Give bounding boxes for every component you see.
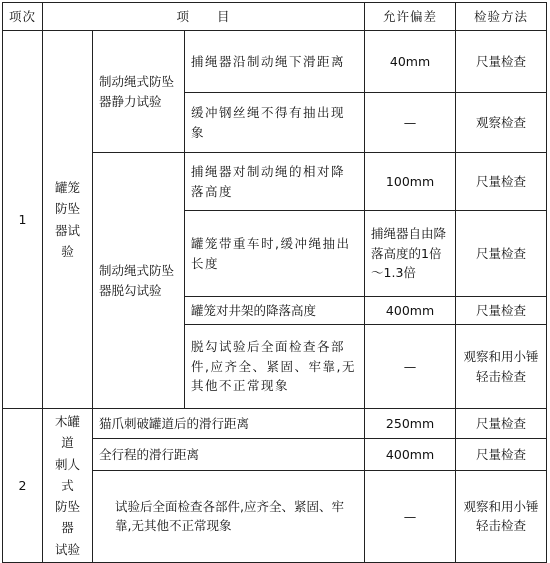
item-cell: 脱勾试验后全面检查各部件,应齐全、紧固、牢靠,无其他不正常现象	[185, 325, 365, 409]
group-name	[43, 409, 93, 563]
group-name-line: 防坠器	[54, 499, 80, 536]
method-cell: 观察检查	[456, 93, 547, 153]
subgroup-name: 制动绳式防坠器静力试验	[93, 31, 185, 153]
method-cell: 尺量检查	[456, 297, 547, 325]
tolerance-cell: 250mm	[365, 409, 456, 439]
table-row	[3, 409, 547, 439]
header-item: 项 目	[43, 3, 365, 31]
tolerance-cell: 100mm	[365, 153, 456, 211]
method-cell: 尺量检查	[456, 31, 547, 93]
tolerance-cell: 捕绳器自由降落高度的1倍～1.3倍	[365, 211, 456, 297]
item-cell: 罐笼对井架的降落高度	[185, 297, 365, 325]
group-name-line: 罐笼	[54, 180, 80, 195]
method-cell: 观察和用小锤轻击检查	[456, 325, 547, 409]
tolerance-cell: —	[365, 93, 456, 153]
group-name-line: 防坠	[54, 201, 80, 217]
method-cell: 尺量检查	[456, 438, 547, 470]
header-method: 检验方法	[456, 3, 547, 31]
table-row	[3, 31, 547, 93]
group-name-line: 验	[61, 243, 74, 259]
item-cell: 捕绳器对制动绳的相对降落高度	[185, 153, 365, 211]
group-index: 1	[3, 31, 43, 409]
header-row	[3, 3, 547, 31]
tolerance-cell: —	[365, 325, 456, 409]
item-cell: 捕绳器沿制动绳下滑距离	[185, 31, 365, 93]
method-cell: 尺量检查	[456, 153, 547, 211]
method-cell: 观察和用小锤轻击检查	[456, 470, 547, 562]
tolerance-cell: 400mm	[365, 297, 456, 325]
item-cell: 缓冲钢丝绳不得有抽出现象	[185, 93, 365, 153]
tolerance-cell: 40mm	[365, 31, 456, 93]
inspection-table	[2, 2, 547, 563]
tolerance-cell: 400mm	[365, 438, 456, 470]
tolerance-cell: —	[365, 470, 456, 562]
header-index: 项次	[3, 3, 43, 31]
group-name-line: 器试	[54, 222, 80, 238]
item-cell: 猫爪刺破罐道后的滑行距离	[93, 409, 365, 439]
item-cell: 全行程的滑行距离	[93, 438, 365, 470]
item-cell: 试验后全面检查各部件,应齐全、紧固、牢靠,无其他不正常现象	[93, 470, 365, 562]
subgroup-name: 制动绳式防坠器脱勾试验	[93, 153, 185, 409]
group-name-line: 试验	[54, 541, 80, 557]
group-name	[43, 31, 93, 409]
group-name-line: 木罐道	[54, 414, 80, 451]
group-name-line: 刺人式	[54, 456, 80, 493]
item-cell: 罐笼带重车时,缓冲绳抽出长度	[185, 211, 365, 297]
method-cell: 尺量检查	[456, 211, 547, 297]
method-cell: 尺量检查	[456, 409, 547, 439]
group-index: 2	[3, 409, 43, 563]
header-tolerance: 允许偏差	[365, 3, 456, 31]
